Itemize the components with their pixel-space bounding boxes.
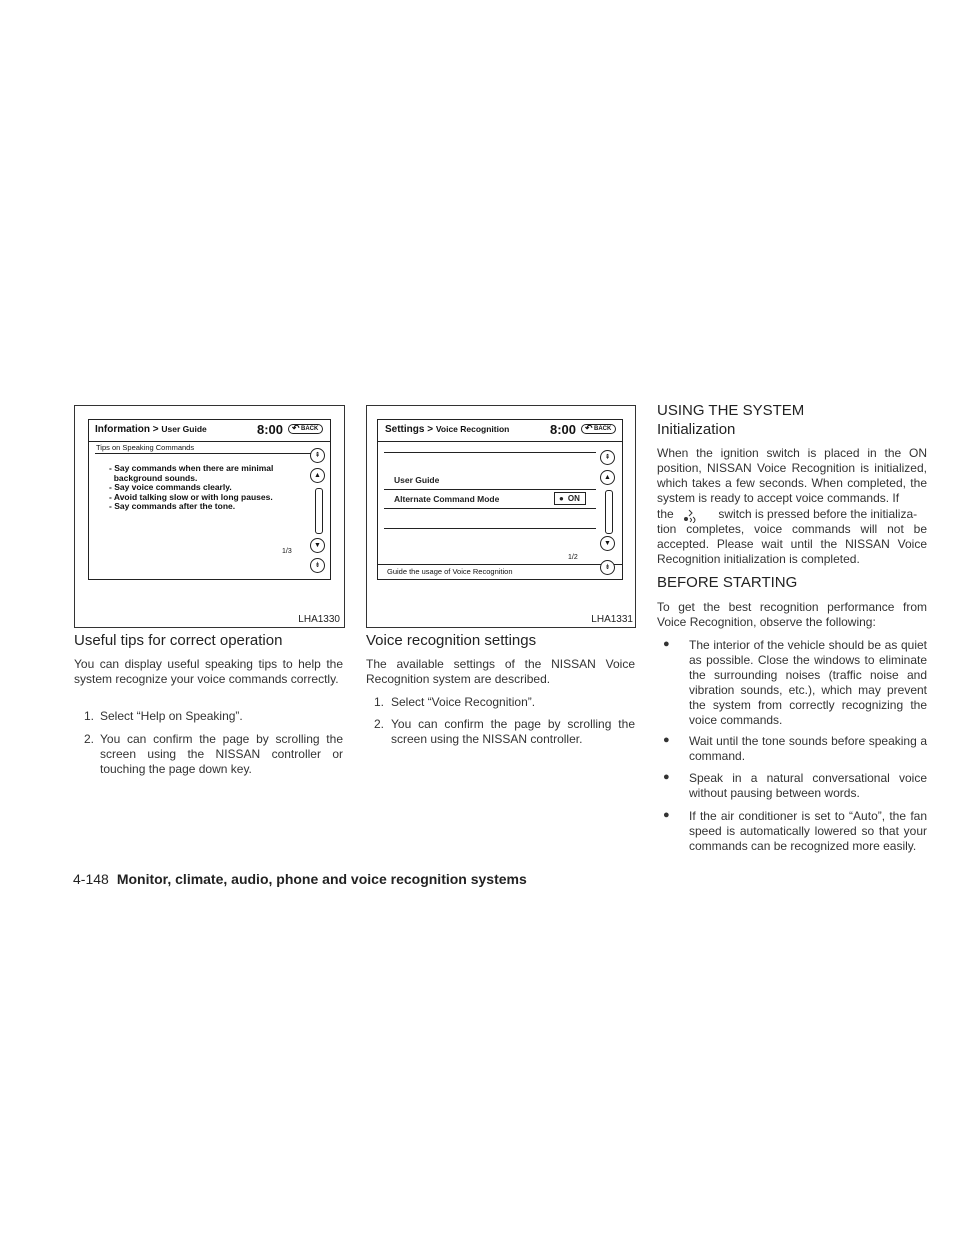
scroll-bottom-icon[interactable]: ⇟: [310, 558, 325, 573]
scroll-bottom-icon[interactable]: ⇟: [600, 560, 615, 575]
section-title: Monitor, climate, audio, phone and voice recognition systems: [116, 871, 527, 887]
settings-list: [384, 452, 596, 552]
setting-row-user-guide[interactable]: User Guide: [384, 471, 596, 490]
on-toggle[interactable]: ● ON: [554, 492, 586, 505]
title-divider: [378, 441, 622, 442]
screen-header: Tips on Speaking Commands: [96, 443, 195, 452]
page-footer: [73, 871, 527, 887]
clock: 8:00: [550, 422, 577, 437]
page-indicator: 1/3: [282, 548, 292, 555]
section-heading-useful-tips: Useful tips for correct operation: [74, 632, 283, 649]
scroll-down-icon[interactable]: ▼: [310, 538, 325, 553]
voice-settings-step-1: 1. Select “Voice Recognition”.: [374, 695, 536, 709]
scrollbar[interactable]: [315, 488, 323, 534]
bullet-dot-icon: ●: [663, 771, 670, 783]
voice-settings-intro: The available settings of the NISSAN Voice Recognition system are described.: [366, 657, 635, 686]
bullet-dot-icon: ●: [663, 734, 670, 746]
screen-title: Information > User Guide: [95, 424, 207, 435]
figure-label: LHA1330: [298, 614, 340, 625]
talk-switch-icon: [677, 509, 707, 521]
scroll-down-icon[interactable]: ▼: [600, 536, 615, 551]
useful-tips-step-2: 2. You can confirm the page by scrolling the screen using the NISSAN controller or touching the page down key.: [84, 732, 343, 776]
section-heading-before-starting: BEFORE STARTING: [657, 574, 798, 591]
section-heading-voice-settings: Voice recognition settings: [366, 632, 537, 649]
initialization-para-a: When the ignition switch is placed in the ON position, NISSAN Voice Recognition is initialized, which takes a few seconds. When completed, the system is ready to accept voice commands. If: [657, 446, 927, 505]
before-starting-intro: To get the best recognition performance from Voice Recognition, observe the following:: [657, 600, 927, 629]
footer-divider: [378, 564, 622, 565]
bullet-wait-tone: ● Wait until the tone sounds before speaking a command.: [663, 734, 927, 763]
bullet-air-conditioner: ● If the air conditioner is set to “Auto”, the fan speed is automatically lowered so that your commands can be recognized more easily.: [663, 809, 927, 853]
useful-tips-step-1: 1. Select “Help on Speaking”.: [84, 709, 243, 723]
bullet-natural-voice: ● Speak in a natural conversational voice without pausing between words.: [663, 771, 927, 800]
header-divider: [95, 453, 316, 454]
initialization-para-c: tion completes, voice commands will not be accepted. Please wait until the NISSAN Voice Recognition initialization is completed.: [657, 522, 927, 566]
tips-text: - Say commands when there are minimal background sounds. - Say voice commands clearly. - Avoid talking slow or with long pauses. - Say commands after the tone.: [109, 463, 274, 512]
subheading-initialization: Initialization: [657, 421, 736, 438]
page-number: 4-148: [73, 871, 109, 887]
clock: 8:00: [257, 422, 284, 437]
back-button[interactable]: ↶ BACK: [581, 424, 616, 434]
figure-lha1330: [74, 405, 345, 628]
scroll-up-icon[interactable]: ▲: [310, 468, 325, 483]
list-top-divider: [384, 452, 596, 453]
figure-lha1331: [366, 405, 636, 628]
screen-voice-recognition: [377, 419, 623, 580]
screen-title: Settings > Voice Recognition: [385, 424, 510, 435]
bullet-dot-icon: ●: [663, 638, 670, 650]
scroll-top-icon[interactable]: ⇞: [310, 448, 325, 463]
bullet-quiet-interior: ● The interior of the vehicle should be as quiet as possible. Close the windows to eliminate the surrounding noises (traffic noise and vibration sounds, etc.), which may prevent the system from correctly recognizing the voice commands.: [663, 638, 927, 727]
scroll-up-icon[interactable]: ▲: [600, 470, 615, 485]
scrollbar[interactable]: [605, 490, 613, 534]
setting-row-alternate-command-mode[interactable]: Alternate Command Mode ● ON: [384, 490, 596, 509]
screen-footer: Guide the usage of Voice Recognition: [387, 567, 513, 576]
page-indicator: 1/2: [568, 554, 578, 561]
title-divider: [89, 441, 330, 442]
figure-label: LHA1331: [591, 614, 633, 625]
bullet-dot-icon: ●: [663, 809, 670, 821]
initialization-para-b: the switch is pressed before the initializa-: [657, 507, 918, 521]
section-heading-using-system: USING THE SYSTEM: [657, 402, 805, 419]
useful-tips-intro: You can display useful speaking tips to help the system recognize your voice commands correctly.: [74, 657, 343, 686]
screen-user-guide: [88, 419, 331, 580]
scroll-top-icon[interactable]: ⇞: [600, 450, 615, 465]
list-divider: [384, 528, 596, 529]
back-button[interactable]: ↶ BACK: [288, 424, 323, 434]
voice-settings-step-2: 2. You can confirm the page by scrolling the screen using the NISSAN controller.: [374, 717, 635, 746]
